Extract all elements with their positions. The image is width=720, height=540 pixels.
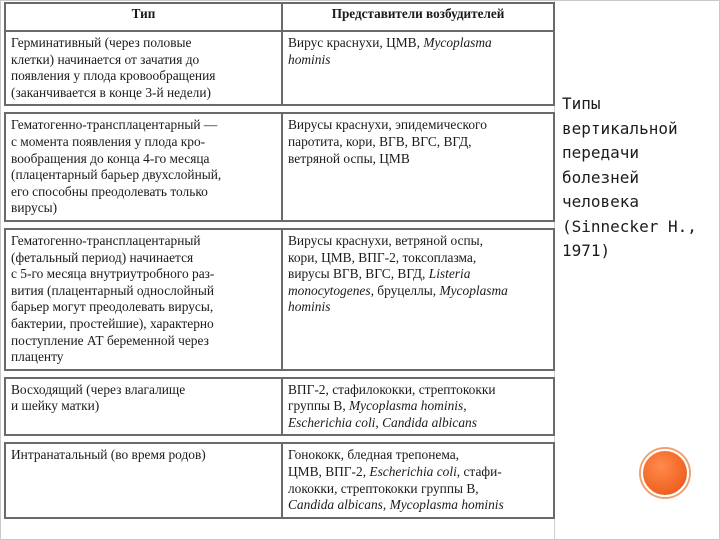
table-row xyxy=(5,229,554,370)
pathogen-agents-cell xyxy=(282,229,554,370)
agent-text: , стафи- лококки, стрептококки группы В, xyxy=(288,464,502,496)
pathogen-agents-cell xyxy=(282,443,554,517)
organism-name: Mycoplasma hominis xyxy=(288,282,508,315)
table-row xyxy=(5,378,554,436)
organism-name: Candida albicans xyxy=(288,497,383,513)
transmission-type-cell: Интранатальный (во время родов) xyxy=(5,443,282,517)
slide-caption: Типы вертикальной передачи болезней человека (Sinnecker H., 1971) xyxy=(562,94,697,260)
pathogen-agents-cell xyxy=(282,378,554,436)
transmission-type-cell: Герминативный (через половые клетки) начинается от зачатия до появления у плода кровообращения (заканчивается в конце 3-й недели) xyxy=(5,31,282,105)
transmission-type-cell: Гематогенно-трансплацентарный — с момента появления у плода кро- вообращения до конца 4-го месяца (плацентарный барьер двухслойный, его способны преодолевать только вирусы) xyxy=(5,113,282,221)
table-row xyxy=(5,113,554,221)
organism-name: Mycoplasma hominis xyxy=(389,497,504,513)
agent-text: Гонококк, бледная трепонема, ЦМВ, ВПГ-2, xyxy=(288,447,460,480)
header-type: Тип xyxy=(5,3,282,31)
row-spacer-cell xyxy=(5,105,554,113)
row-spacer-cell xyxy=(5,435,554,443)
row-spacer-cell xyxy=(5,370,554,378)
organism-name: Mycoplasma hominis xyxy=(288,35,492,67)
agent-text: Вирусы краснухи, ветряной оспы, кори, ЦМВ, ВПГ-2, токсоплазма, вирусы ВГВ, ВГС, ВГД, xyxy=(288,232,484,282)
agent-text: , xyxy=(382,497,390,513)
table-body xyxy=(5,31,554,518)
row-spacer xyxy=(5,221,554,229)
row-spacer xyxy=(5,370,554,378)
agent-text: Вирус краснухи, ЦМВ, xyxy=(288,35,424,50)
transmission-type-cell: Гематогенно-трансплацентарный (фетальный период) начинается с 5-го месяца внутриутробного раз- вития (плацентарный однослойный барьер могут преодолевать вирусы, бактерии, простейшие), характерно поступление АТ беременной через плаценту xyxy=(5,229,282,370)
organism-name: Candida albicans xyxy=(382,414,477,430)
agent-text: , xyxy=(375,414,383,430)
row-spacer-cell xyxy=(5,221,554,229)
decorative-circle xyxy=(641,449,689,497)
table-row xyxy=(5,443,554,517)
agent-text: Вирусы краснухи, эпидемического паротита, кори, ВГВ, ВГС, ВГД, ветряной оспы, ЦМВ xyxy=(288,117,487,166)
organism-name: Listeria monocytogenes xyxy=(288,266,471,298)
organism-name: Mycoplasma hominis, Escherichia coli xyxy=(288,398,467,430)
header-agents: Представители возбудителей xyxy=(282,3,554,31)
row-spacer xyxy=(5,105,554,113)
agent-text: ВПГ-2, стафилококки, стрептококки группы В, xyxy=(288,381,496,414)
transmission-types-table xyxy=(4,2,555,519)
table-header-row xyxy=(5,3,554,31)
pathogen-agents-cell xyxy=(282,31,554,105)
pathogen-agents-cell xyxy=(282,113,554,221)
row-spacer xyxy=(5,435,554,443)
table-row xyxy=(5,31,554,105)
organism-name: Escherichia coli xyxy=(369,464,457,480)
transmission-type-cell: Восходящий (через влагалище и шейку матки) xyxy=(5,378,282,436)
agent-text: , бруцеллы, xyxy=(370,282,440,298)
